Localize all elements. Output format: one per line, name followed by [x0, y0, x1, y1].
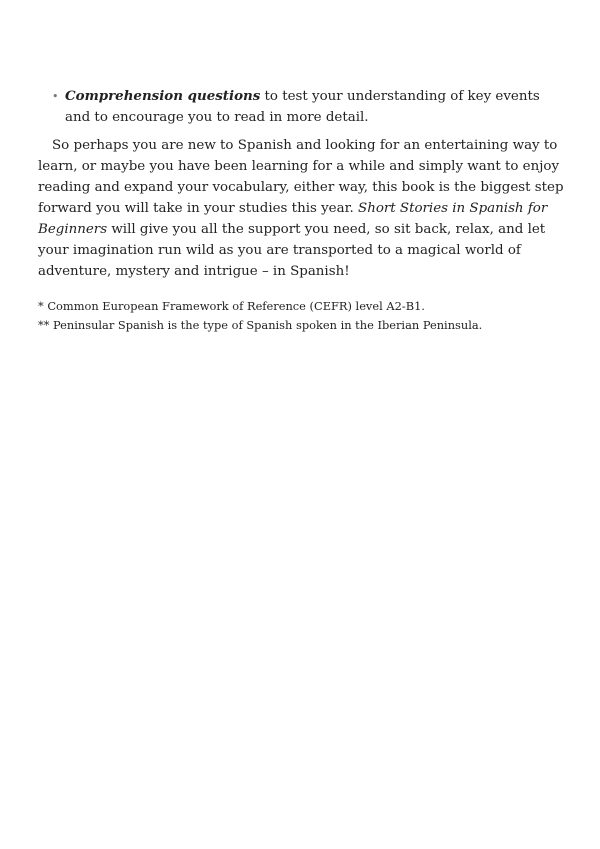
footnotes [38, 297, 566, 335]
bullet-icon: • [52, 90, 59, 103]
book-title: Short Stories in Spanish for Beginners [38, 201, 548, 237]
footnote-peninsular: ** Peninsular Spanish is the type of Spanish spoken in the Iberian Peninsula. [38, 318, 483, 332]
footnote-cefr: * Common European Framework of Reference (CEFR) level A2-B1. [38, 299, 425, 313]
page-content [38, 86, 566, 335]
body-paragraph [38, 135, 566, 282]
bullet-item-comprehension [38, 86, 566, 128]
bullet-text: to test your understanding of key events and to encourage you to read in more detail. [65, 89, 540, 125]
bullet-term: Comprehension questions [65, 88, 261, 104]
paragraph-part2: will give you all the support you need, so sit back, relax, and let your imagination run wild as you are transported to a magical world of adventure, mystery and intrigue – in Spanish! [38, 222, 546, 279]
paragraph-part1: So perhaps you are new to Spanish and looking for an entertaining way to learn, or maybe you have been learning for a while and simply want to enjoy reading and expand your vocabulary, either way, this book is the biggest step forward you will take in your studies this year. [38, 138, 564, 216]
